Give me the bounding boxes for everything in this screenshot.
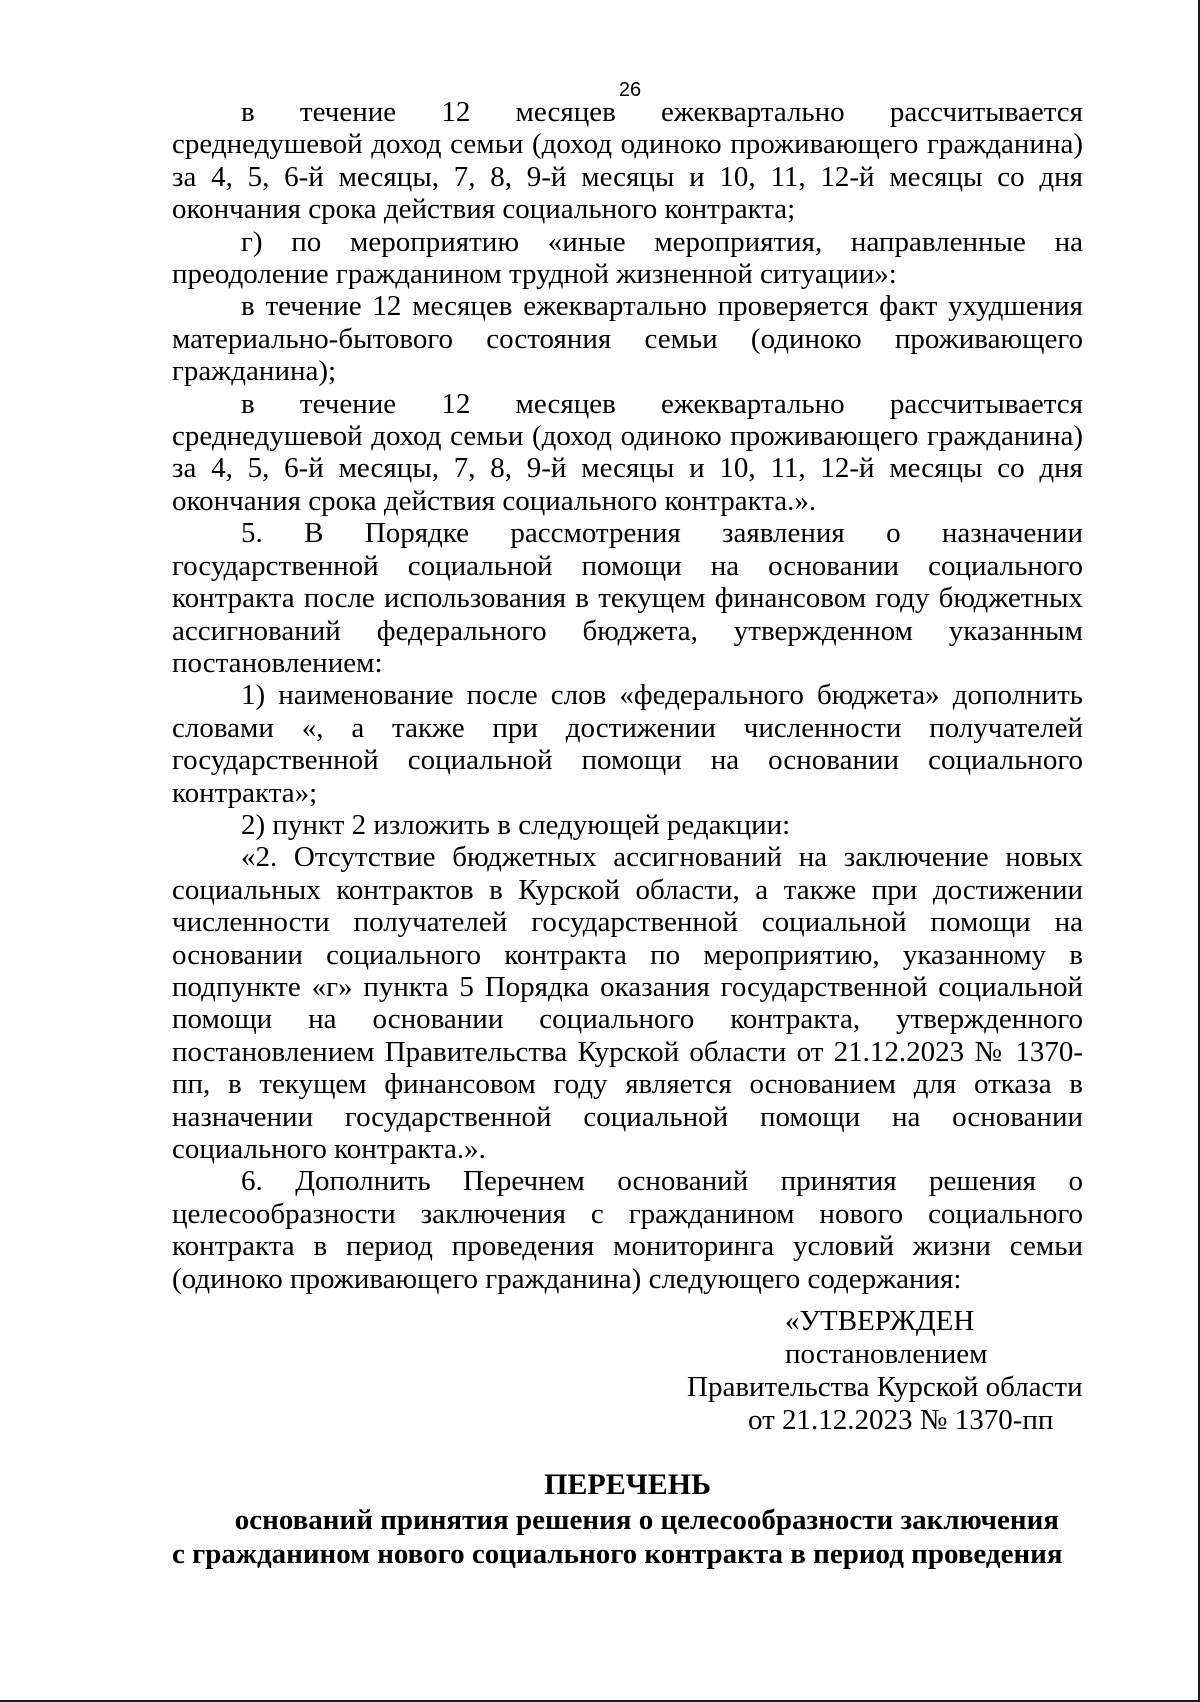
paragraph-item-5: 5. В Порядке рассмотрения заявления о назначении государственной социальной помощи на основании социального контракта после использования в текущем финансовом году бюджетных ассигнований федерального бюджета, утвержденном указанным постановлением: — [172, 517, 1083, 679]
approval-stamp-block — [660, 1305, 1084, 1437]
list-subtitle-line-2: с гражданином нового социального контракта в период проведения — [172, 1538, 1063, 1570]
paragraph-subitem-g: г) по мероприятию «иные мероприятия, направленные на преодоление гражданином трудной жизненной ситуации»: — [172, 225, 1083, 291]
document-body — [172, 96, 1083, 1295]
paragraph-income-calculation-1: в течение 12 месяцев ежеквартально рассчитывается среднедушевой доход семьи (доход одиноко проживающего гражданина) за 4, 5, 6-й месяцы, 7, 8, 9-й месяцы и 10, 11, 12-й месяцы со дня окончания срока действия социального контракта; — [172, 96, 1083, 226]
paragraph-new-point-2: «2. Отсутствие бюджетных ассигнований на заключение новых социальных контрактов в Курской области, а также при достижении численности получателей государственной социальной помощи на основании социального контракта по мероприятию, указанному в подпункте «г» пункта 5 Порядка оказания государственной социальной помощи на основании социального контракта, утвержденного постановлением Правительства Курской области от 21.12.2023 № 1370-пп, в текущем финансовом году является основанием для отказа в назначении государственной социальной помощи на основании социального контракта.». — [172, 841, 1083, 1165]
list-title: ПЕРЕЧЕНЬ — [544, 1468, 711, 1501]
paragraph-item-6: 6. Дополнить Перечнем оснований принятия решения о целесообразности заключения с гражданином нового социального контракта в период проведения мониторинга условий жизни семьи (одиноко проживающего гражданина) следующего содержания: — [172, 1165, 1083, 1295]
list-subtitle-line-1: оснований принятия решения о целесообразности заключения — [234, 1504, 1059, 1536]
approval-resolution: постановлением — [785, 1338, 988, 1370]
list-subtitle — [172, 1503, 1083, 1571]
approval-date-number: от 21.12.2023 № 1370-пп — [748, 1404, 1054, 1436]
paragraph-condition-check: в течение 12 месяцев ежеквартально проверяется факт ухудшения материально-бытового состояния семьи (одиноко проживающего гражданина); — [172, 290, 1083, 388]
approval-government: Правительства Курской области — [687, 1371, 1083, 1403]
paragraph-income-calculation-2: в течение 12 месяцев ежеквартально рассчитывается среднедушевой доход семьи (доход одиноко проживающего гражданина) за 4, 5, 6-й месяцы, 7, 8, 9-й месяцы и 10, 11, 12-й месяцы со дня окончания срока действия социального контракта.». — [172, 387, 1083, 517]
paragraph-subitem-2: 2) пункт 2 изложить в следующей редакции: — [241, 808, 791, 841]
page-number: 26 — [618, 79, 642, 101]
paragraph-subitem-1: 1) наименование после слов «федерального бюджета» дополнить словами «, а также при достижении численности получателей государственной социальной помощи на основании социального контракта»; — [172, 679, 1083, 809]
approval-approved: «УТВЕРЖДЕН — [785, 1305, 975, 1337]
